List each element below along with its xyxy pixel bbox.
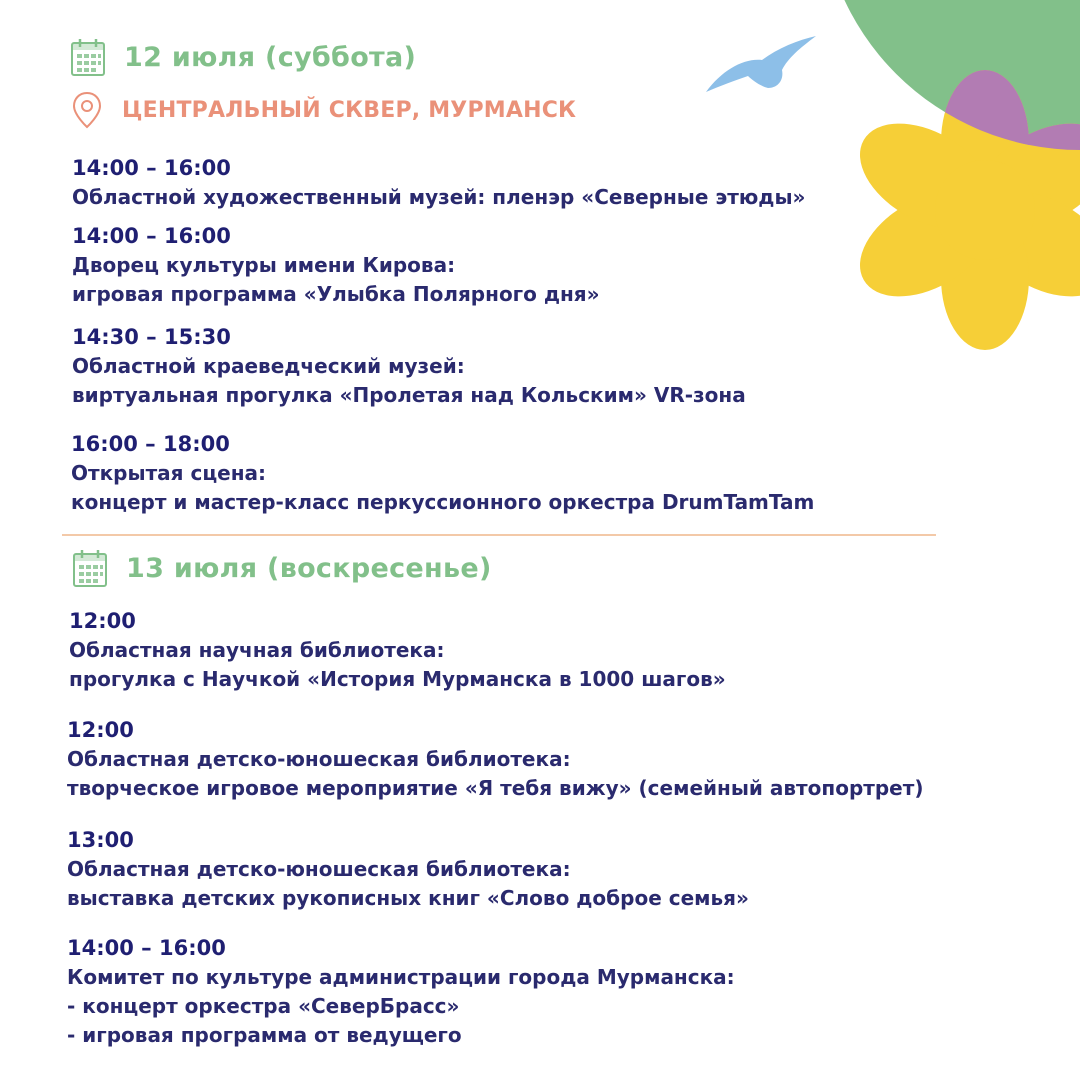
event-time: 14:00 – 16:00: [72, 156, 231, 180]
event-time: 14:00 – 16:00: [72, 224, 231, 248]
event-time: 14:00 – 16:00: [67, 936, 226, 960]
event-time: 13:00: [67, 828, 134, 852]
event-description: игровая программа «Улыбка Полярного дня»: [72, 282, 600, 306]
day1-event-1: [72, 154, 805, 212]
event-description: прогулка с Научкой «История Мурманска в 1000 шагов»: [69, 667, 726, 691]
day1-location-row: [72, 91, 576, 129]
event-description: творческое игровое мероприятие «Я тебя вижу» (семейный автопортрет): [67, 776, 924, 800]
calendar-icon: [70, 37, 106, 77]
event-venue: Областная научная библиотека:: [69, 638, 445, 662]
day1-header: [70, 37, 416, 77]
section-divider: [62, 534, 936, 536]
event-time: 16:00 – 18:00: [71, 432, 230, 456]
day2-header: [72, 548, 492, 588]
calendar-icon: [72, 548, 108, 588]
event-description: Областной художественный музей: пленэр «Северные этюды»: [72, 185, 806, 209]
event-description: выставка детских рукописных книг «Слово доброе семья»: [67, 886, 749, 910]
day2-date-title: 13 июля (воскресенье): [126, 552, 492, 584]
day2-event-3: [67, 826, 749, 913]
event-description: виртуальная прогулка «Пролетая над Кольским» VR-зона: [72, 383, 746, 407]
map-pin-icon: [72, 91, 102, 129]
event-time: 14:30 – 15:30: [72, 325, 231, 349]
event-description: - игровая программа от ведущего: [67, 1023, 462, 1047]
green-circle-shape: [820, 0, 1080, 150]
event-venue: Областная детско-юношеская библиотека:: [67, 857, 571, 881]
bird-icon: [706, 36, 816, 92]
day2-event-1: [69, 607, 726, 694]
day2-event-4: [67, 934, 735, 1050]
day1-event-2: [72, 222, 600, 309]
day1-event-3: [72, 323, 746, 410]
day1-date-title: 12 июля (суббота): [124, 41, 417, 73]
flower-icon: [842, 70, 1080, 350]
event-venue: Комитет по культуре администрации города Мурманска:: [67, 965, 735, 989]
day1-location: ЦЕНТРАЛЬНЫЙ СКВЕР, МУРМАНСК: [122, 97, 577, 123]
event-time: 12:00: [69, 609, 136, 633]
overlap-shape: [842, 70, 1080, 250]
event-venue: Областной краеведческий музей:: [72, 354, 465, 378]
day2-event-2: [67, 716, 923, 803]
event-time: 12:00: [67, 718, 134, 742]
day1-event-4: [71, 430, 814, 517]
event-venue: Открытая сцена:: [71, 461, 267, 485]
event-venue: Дворец культуры имени Кирова:: [72, 253, 456, 277]
event-description: концерт и мастер-класс перкуссионного оркестра DrumTamTam: [71, 490, 815, 514]
event-venue: Областная детско-юношеская библиотека:: [67, 747, 571, 771]
event-description: - концерт оркестра «СеверБрасс»: [67, 994, 460, 1018]
